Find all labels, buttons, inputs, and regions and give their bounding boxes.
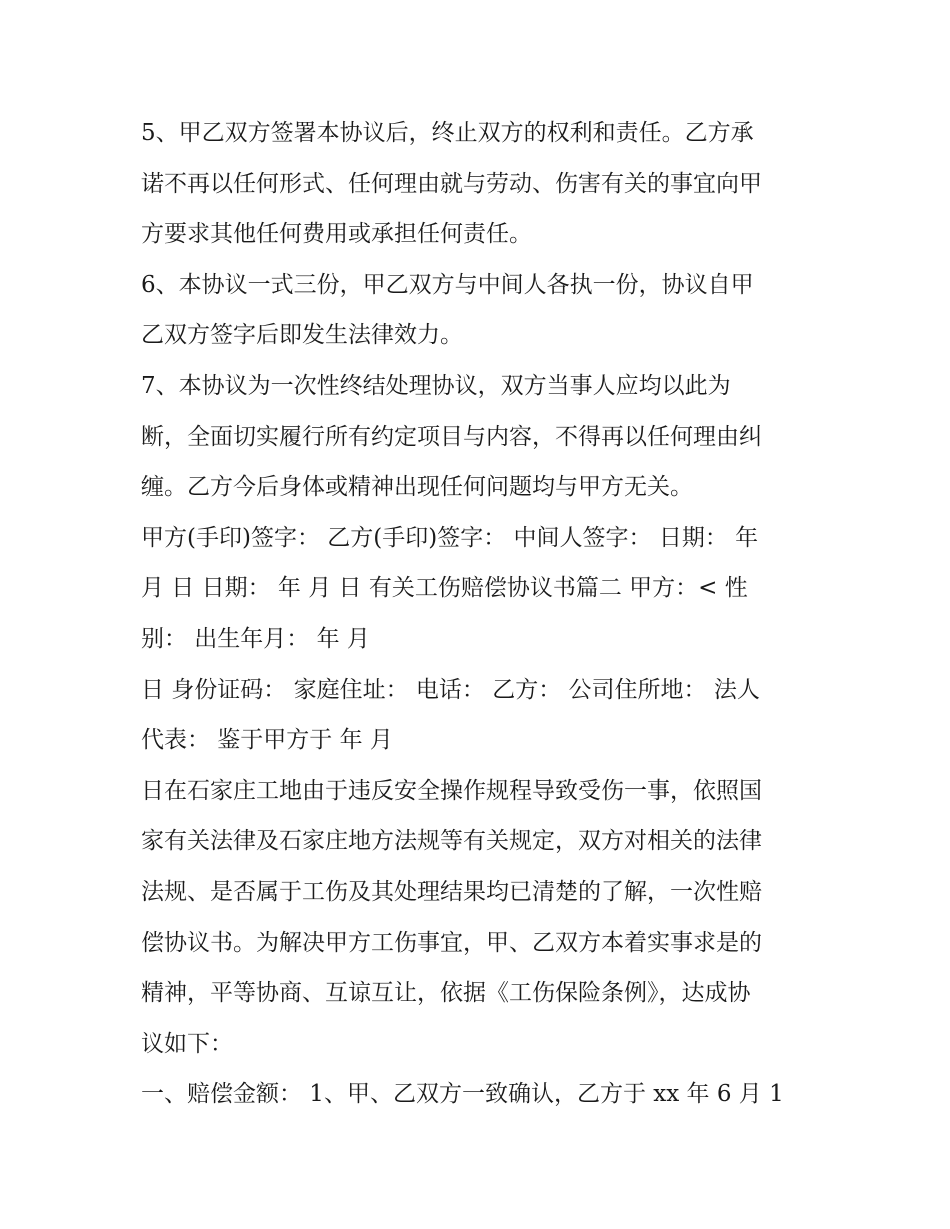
- text-line-18: 精神，平等协商、互谅互让，依据《工伤保险条例》，达成协: [141, 980, 751, 1007]
- text-line-7: 断，全面切实履行所有约定项目与内容，不得再以任何理由纠: [141, 423, 762, 450]
- text-line-9: 甲方(手印)签字： 乙方(手印)签字： 中间人签字： 日期： 年: [141, 524, 759, 551]
- text-line-5: 乙双方签字后即发生法律效力。: [141, 322, 463, 349]
- text-line-11: 别： 出生年月： 年 月: [141, 625, 370, 652]
- text-line-19: 议如下：: [141, 1030, 233, 1057]
- text-line-12: 日 身份证码： 家庭住址： 电话： 乙方： 公司住所地： 法人: [141, 676, 760, 703]
- text-line-6: 7、本协议为一次性终结处理协议，双方当事人应均以此为: [141, 372, 731, 399]
- text-line-14: 日在石家庄工地由于违反安全操作规程导致受伤一事，依照国: [141, 777, 762, 804]
- text-line-8: 缠。乙方今后身体或精神出现任何问题均与甲方无关。: [141, 474, 693, 501]
- text-line-17: 偿协议书。为解决甲方工伤事宜，甲、乙双方本着实事求是的: [141, 929, 762, 956]
- agreement-text: [141, 108, 821, 1120]
- text-line-13: 代表： 鉴于甲方于 年 月: [141, 727, 393, 754]
- text-line-20: 一、赔偿金额： 1、甲、乙双方一致确认，乙方于 xx 年 6 月 1: [141, 1081, 784, 1108]
- text-line-1: 5、甲乙双方签署本协议后，终止双方的权利和责任。乙方承: [141, 120, 754, 146]
- text-line-3: 方要求其他任何费用或承担任何责任。: [141, 221, 532, 248]
- text-line-16: 法规、是否属于工伤及其处理结果均已清楚的了解，一次性赔: [141, 878, 762, 905]
- text-line-2: 诺不再以任何形式、任何理由就与劳动、伤害有关的事宜向甲: [141, 170, 762, 197]
- text-line-10: 月 日 日期： 年 月 日 有关工伤赔偿协议书篇二 甲方：< 性: [141, 575, 748, 602]
- text-line-4: 6、本协议一式三份，甲乙双方与中间人各执一份，协议自甲: [141, 271, 754, 298]
- text-line-15: 家有关法律及石家庄地方法规等有关规定，双方对相关的法律: [141, 828, 762, 855]
